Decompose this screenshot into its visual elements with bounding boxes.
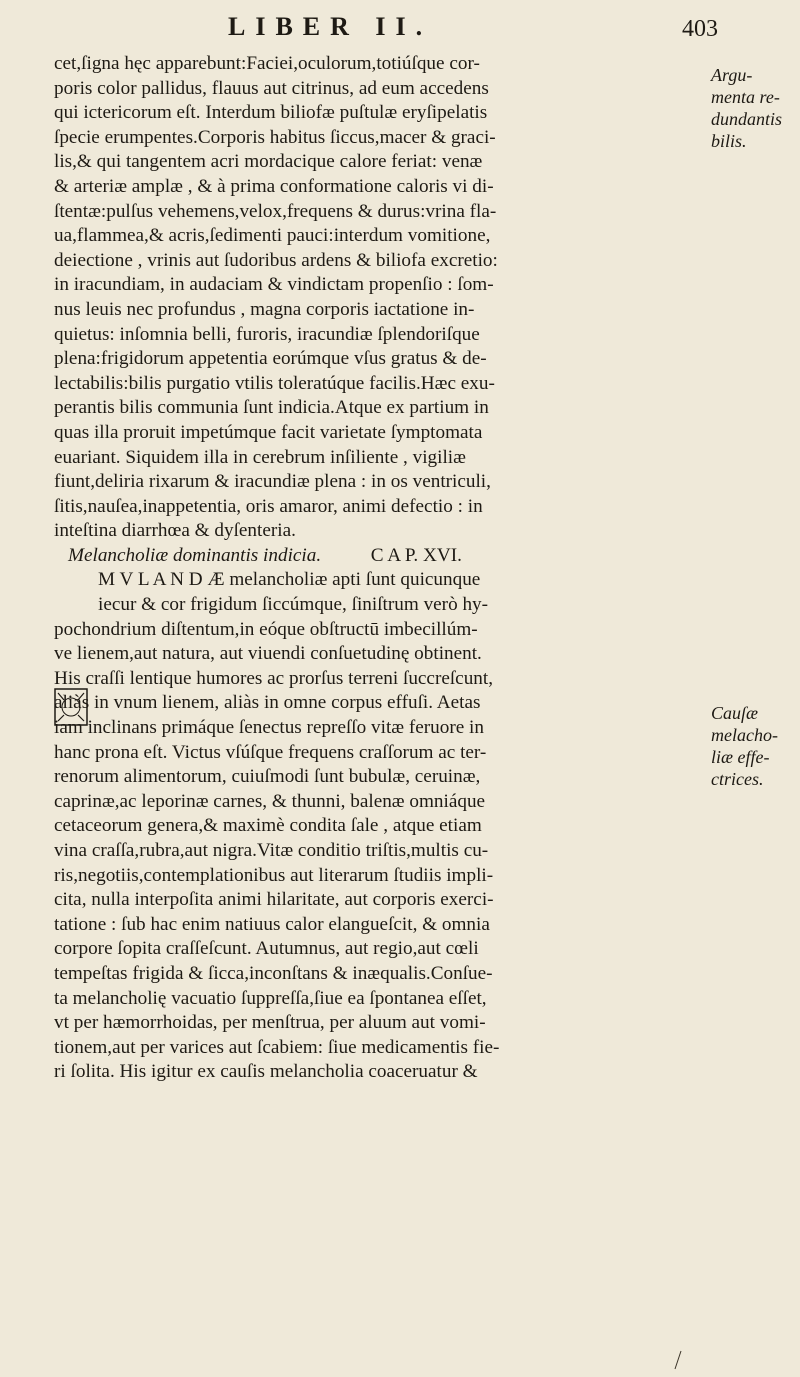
text-line: vina craſſa,rubra,aut nigra.Vitæ conditio triſtis,multis cu- [54, 840, 489, 861]
text-line: hanc prona eſt. Victus vſúſque frequens craſſorum ac ter- [54, 741, 487, 763]
section-heading-line [54, 544, 710, 569]
stray-mark-icon [674, 1350, 682, 1370]
text-line: deiectione , vrinis aut ſudoribus ardens & biliofa excretio: [54, 249, 498, 271]
text-line: euariant. Siquidem illa in cerebrum inſiliente , vigiliæ [54, 446, 466, 468]
margin-note-line: Argu- [711, 65, 753, 85]
section-heading: Melancholiæ dominantis indicia. [68, 544, 322, 566]
text-line: quas illa proruit impetúmque facit varietate ſymptomata [54, 421, 483, 443]
text-line: ſtentæ:pulſus vehemens,velox,frequens & durus:vrina fla- [54, 200, 497, 222]
text-line: M V L A N D Æ melancholiæ apti ſunt quicunque [98, 569, 481, 591]
decorated-initial-v [54, 688, 88, 726]
margin-note-causae [711, 702, 800, 790]
text-line: cetaceorum genera,& maximè condita ſale , atque etiam [54, 815, 482, 837]
text-line: fiunt,deliria rixarum & iracundiæ plena : in os ventriculi, [54, 471, 491, 493]
text-line: inteſtina diarrhœa & dyſenteria. [54, 520, 296, 542]
margin-note-line: dundantis [711, 109, 783, 129]
text-line: & arteriæ amplæ , & à prima conformatione caloris vi di- [54, 175, 494, 197]
text-line: cita, nulla interpoſita animi hilaritate, aut corporis exerci- [54, 889, 494, 911]
text-line: quietus: inſomnia belli, furoris, iracundiæ ſplendoriſque [54, 323, 480, 345]
text-line: corpore ſopita craſſeſcunt. Autumnus, aut regio,aut cœli [54, 938, 479, 960]
margin-note-line: ctrices. [711, 769, 764, 789]
margin-note-argumenta [711, 64, 800, 152]
running-head [0, 6, 800, 48]
text-line: plena:frigidorum appetentia eorúmque vſus gratus & de- [54, 348, 487, 370]
text-line: tatione : ſub hac enim natiuus calor elangueſcit, & omnia [54, 913, 490, 935]
text-line: renorum alimentorum, cuiuſmodi ſunt bubulæ, ceruinæ, [54, 766, 481, 788]
margin-note-line: liæ effe- [711, 747, 770, 767]
text-line: perantis bilis communia ſunt indicia.Atque ex partium in [54, 397, 489, 419]
text-line: lis,& qui tangentem acri mordacique calore feriat: venæ [54, 151, 483, 173]
text-line: His craſſi lentique humores ac prorſus terreni ſuccreſcunt, [54, 667, 494, 689]
text-line: ris,negotiis,contemplationibus aut literarum ſtudiis impli- [54, 864, 494, 886]
text-line: ta melancholię vacuatio ſuppreſſa,ſiue ea ſpontanea eſſet, [54, 987, 487, 1009]
text-line: cet,ſigna hęc apparebunt:Faciei,oculorum,totiúſque cor- [54, 53, 480, 74]
ornamental-initial-icon [54, 688, 88, 726]
text-line: vt per hæmorrhoidas, per menſtrua, per aluum aut vomi- [54, 1012, 486, 1034]
text-line: qui ictericorum eſt. Interdum biliofæ puſtulæ eryſipelatis [54, 102, 488, 124]
text-line: ſpecie erumpentes.Corporis habitus ſiccus,macer & graci- [54, 126, 496, 148]
text-line: tempeſtas frigida & ſicca,inconſtans & inæqualis.Conſue- [54, 962, 493, 984]
running-head-title: LIBER II. [228, 12, 433, 41]
text-line: lectabilis:bilis purgatio vtilis toleratúque facilis.Hæc exu- [54, 372, 495, 394]
text-line: ri ſolita. His igitur ex cauſis melancholia coaceruatur & [54, 1061, 478, 1083]
text-line: iam inclinans primáque ſenectus repreſſo vitæ feruore in [54, 717, 484, 739]
text-line: ua,flammea,& acris,ſedimenti pauci:interdum vomitione, [54, 225, 491, 247]
text-line: nus leuis nec profundus , magna corporis iactatione in- [54, 298, 475, 320]
text-line: pochondrium diſtentum,in eóque obſtructū imbecillúm- [54, 618, 478, 640]
text-line: ſitis,nauſea,inappetentia, oris amaror, animi defectio : in [54, 495, 483, 517]
text-line: caprinæ,ac leporinæ carnes, & thunni, balenæ omniáque [54, 790, 486, 812]
text-line: ve lienem,aut natura, aut viuendi conſuetudinę obtinent. [54, 643, 482, 665]
page-number: 403 [682, 16, 718, 42]
text-line: tionem,aut per varices aut ſcabiem: ſiue medicamentis fie- [54, 1036, 500, 1058]
margin-note-line: bilis. [711, 131, 747, 151]
margin-note-line: Cauſæ [711, 703, 759, 723]
text-line: poris color pallidus, flauus aut citrinus, ad eum accedens [54, 77, 489, 99]
margin-note-line: menta re- [711, 87, 780, 107]
main-text-column [54, 52, 710, 1085]
text-line: aliàs in vnum lienem, aliàs in omne corpus effuſi. Aetas [54, 692, 481, 714]
text-line: in iracundiam, in audaciam & vindictam propenſio : ſom- [54, 274, 494, 296]
text-line: iecur & cor frigidum ſiccúmque, ſiniſtrum verò hy- [98, 594, 489, 616]
chapter-label: C A P. XVI. [370, 544, 462, 566]
margin-note-line: melacho- [711, 725, 778, 745]
